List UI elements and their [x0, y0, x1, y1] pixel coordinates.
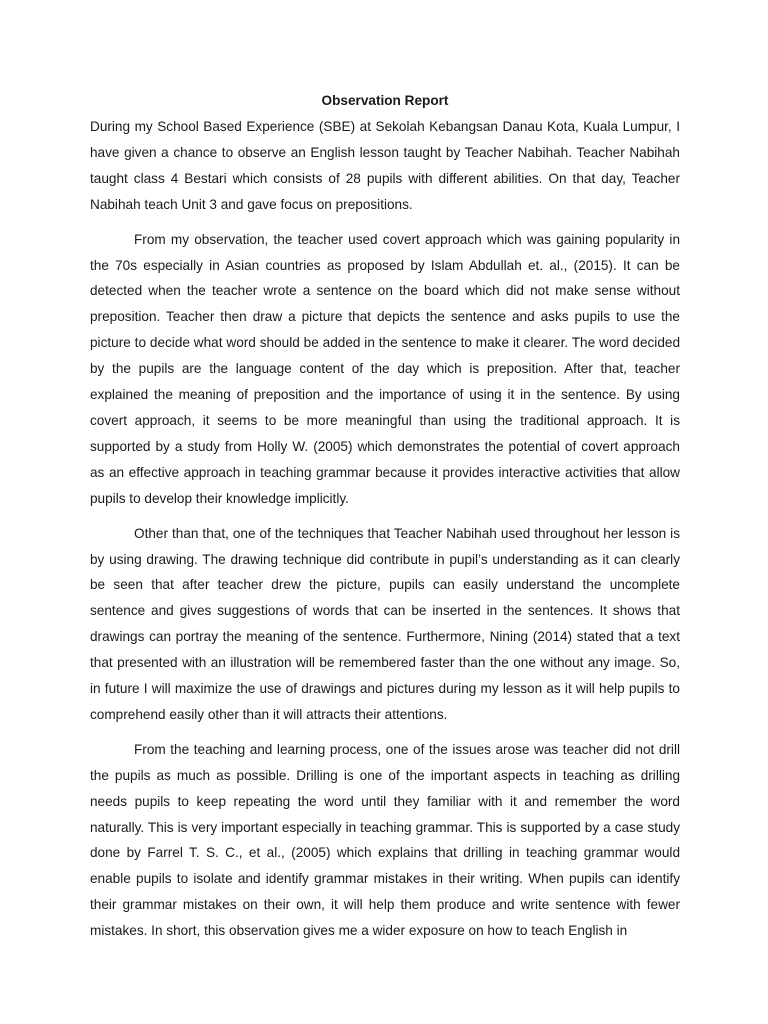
paragraph-drilling: From the teaching and learning process, one of the issues arose was teacher did not drill the pupils as much as possible. Drilling is one of the important aspects in teaching as drilling needs pupils to keep repeating the word until they familiar with it and remember the word naturally. This is very important especially in teaching grammar. This is supported by a case study done by Farrel T. S. C., et al., (2005) which explains that drilling in teaching grammar would enable pupils to isolate and identify grammar mistakes in their writing. When pupils can identify their grammar mistakes on their own, it will help them produce and write sentence with fewer mistakes. In short, this observation gives me a wider exposure on how to teach English in [90, 741, 680, 939]
paragraph-intro: During my School Based Experience (SBE) at Sekolah Kebangsan Danau Kota, Kuala Lumpur, I have given a chance to observe an English lesson taught by Teacher Nabihah. Teacher Nabihah taught class 4 Bestari which consists of 28 pupils with different abilities. On that day, Teacher Nabihah teach Unit 3 and gave focus on prepositions. [90, 119, 680, 212]
paragraph-drawing-technique: Other than that, one of the techniques that Teacher Nabihah used throughout her lesson is by using drawing. The drawing technique did contribute in pupil’s understanding as it can clearly be seen that after teacher drew the picture, pupils can easily understand the uncomplete sentence and gives suggestions of words that can be inserted in the sentences. It shows that drawings can portray the meaning of the sentence. Furthermore, Nining (2014) stated that a text that presented with an illustration will be remembered faster than the one without any image. So, in future I will maximize the use of drawings and pictures during my lesson as it will help pupils to comprehend easily other than it will attracts their attentions. [90, 525, 680, 722]
document-title: Observation Report [321, 93, 449, 108]
document-page [90, 88, 680, 953]
paragraph-covert-approach: From my observation, the teacher used covert approach which was gaining popularity in the 70s especially in Asian countries as proposed by Islam Abdullah et. al., (2015). It can be detected when the teacher wrote a sentence on the board which did not make sense without preposition. Teacher then draw a picture that depicts the sentence and asks pupils to use the picture to decide what word should be added in the sentence to make it clearer. The word decided by the pupils are the language content of the day which is preposition. After that, teacher explained the meaning of preposition and the importance of using it in the sentence. By using covert approach, it seems to be more meaningful than using the traditional approach. It is supported by a study from Holly W. (2005) which demonstrates the potential of covert approach as an effective approach in teaching grammar because it provides interactive activities that allow pupils to develop their knowledge implicitly. [90, 231, 680, 506]
